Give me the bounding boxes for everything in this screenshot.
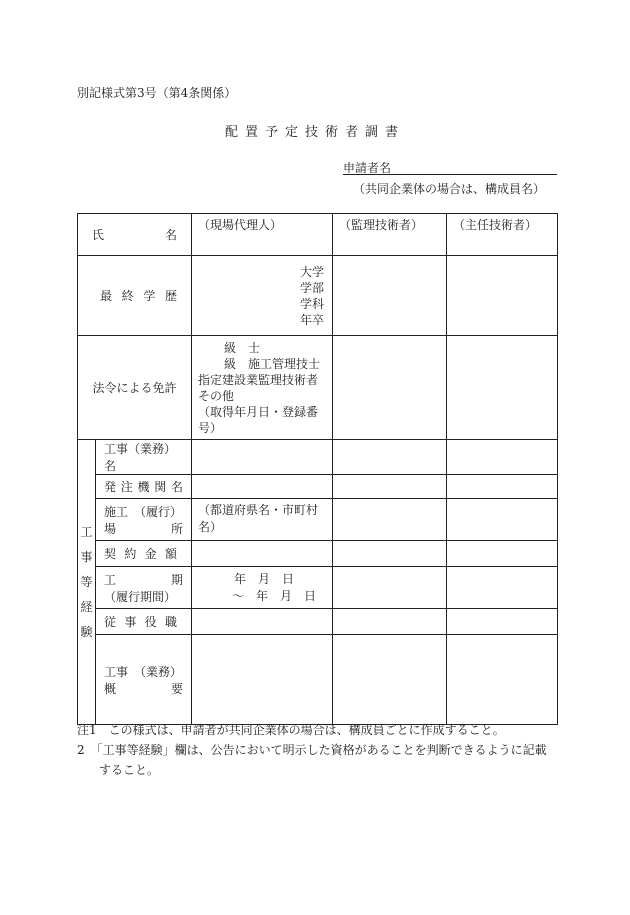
education-label-char: 歴 (164, 289, 177, 303)
summary-char: 要 (170, 681, 183, 696)
education-supervising[interactable] (333, 256, 447, 336)
degree-department: 学科 (299, 296, 324, 311)
experience-char: 経 (80, 599, 93, 614)
col-chief-engineer[interactable]: （主任技術者） (447, 214, 558, 256)
period-label (96, 567, 192, 609)
client-label (96, 475, 192, 499)
location-site-agent[interactable]: （都道府県名・市町村名） (192, 499, 333, 541)
license-row (78, 336, 558, 440)
client-row (78, 475, 558, 499)
client-char: 注 (120, 480, 133, 494)
name-row (78, 214, 558, 256)
summary-char: 概 (104, 681, 117, 696)
position-row (78, 609, 558, 635)
applicant-note: （共同企業体の場合は、構成員名） (353, 182, 546, 196)
contract-char: 契 (104, 547, 117, 561)
assignment-table (77, 213, 558, 725)
education-row (78, 256, 558, 336)
location-row (78, 499, 558, 541)
contract-label (96, 541, 192, 567)
summary-chief[interactable] (447, 635, 558, 725)
education-label-char: 最 (100, 289, 113, 303)
position-char: 従 (104, 615, 117, 629)
experience-char: 等 (80, 574, 93, 589)
applicant-name-label: 申請者名 (343, 161, 392, 175)
location-char: 場 (104, 521, 117, 536)
position-char: 役 (144, 615, 157, 629)
education-label-char: 学 (143, 289, 156, 303)
license-chief[interactable] (447, 336, 558, 440)
col-supervising-engineer[interactable]: （監理技術者） (333, 214, 447, 256)
name-label-1: 氏 (92, 228, 105, 242)
position-chief[interactable] (447, 609, 558, 635)
license-line-other: その他 (198, 388, 235, 403)
license-line-grade: 級 士 (224, 340, 261, 355)
period-site-agent[interactable] (192, 567, 333, 609)
location-supervising[interactable] (333, 499, 447, 541)
degree-faculty: 学部 (299, 280, 324, 295)
period-label-line2: （履行期間） (104, 589, 177, 604)
summary-supervising[interactable] (333, 635, 447, 725)
note-1: 注1 この様式は、申請者が共同企業体の場合は、構成員ごとに作成すること。 (77, 723, 505, 737)
client-supervising[interactable] (333, 475, 447, 499)
name-label-2: 名 (164, 228, 177, 242)
contract-char: 額 (164, 547, 177, 561)
project-name-label: 工事（業務）名 (96, 440, 192, 475)
degree-university: 大学 (299, 264, 324, 279)
summary-site-agent[interactable] (192, 635, 333, 725)
period-dates-start: 年 月 日 (234, 571, 295, 586)
experience-group-label (78, 440, 96, 725)
client-char: 発 (104, 480, 117, 494)
education-label-cell (78, 256, 192, 336)
summary-label-line1: 工事 （業務） (104, 664, 183, 679)
position-site-agent[interactable] (192, 609, 333, 635)
experience-char: 事 (80, 549, 93, 564)
client-site-agent[interactable] (192, 475, 333, 499)
note-2-continued: すること。 (99, 763, 160, 777)
project-name-chief[interactable] (447, 440, 558, 475)
location-char: 所 (170, 521, 183, 536)
license-line-manager: 級 施工管理技士 (224, 356, 321, 371)
contract-row (78, 541, 558, 567)
project-name-row (78, 440, 558, 475)
summary-row (78, 635, 558, 725)
applicant-name-line[interactable] (343, 174, 557, 175)
license-line-designated: 指定建設業監理技術者 (198, 372, 319, 387)
col-site-agent[interactable]: （現場代理人） (192, 214, 333, 256)
education-site-agent[interactable] (192, 256, 333, 336)
position-char: 事 (124, 615, 137, 629)
period-char: 期 (170, 572, 183, 587)
position-char: 職 (164, 615, 177, 629)
location-label-line1: 施工 （履行） (104, 504, 183, 519)
contract-site-agent[interactable] (192, 541, 333, 567)
name-label-cell (78, 214, 192, 256)
license-supervising[interactable] (333, 336, 447, 440)
period-row (78, 567, 558, 609)
note-2: 2 「工事等経験」欄は、公告において明示した資格があることを判断できるように記載 (77, 743, 547, 757)
client-chief[interactable] (447, 475, 558, 499)
period-chief[interactable] (447, 567, 558, 609)
client-char: 機 (137, 480, 150, 494)
period-supervising[interactable] (333, 567, 447, 609)
license-site-agent[interactable] (192, 336, 333, 440)
location-label (96, 499, 192, 541)
client-char: 名 (170, 480, 183, 494)
license-label-cell: 法令による免許 (78, 336, 192, 440)
experience-char: 験 (80, 624, 93, 639)
license-line-date: （取得年月日・登録番号） (198, 404, 319, 435)
client-char: 関 (154, 480, 167, 494)
education-label-char: 終 (121, 289, 134, 303)
summary-label (96, 635, 192, 725)
location-chief[interactable] (447, 499, 558, 541)
contract-chief[interactable] (447, 541, 558, 567)
contract-char: 金 (144, 547, 157, 561)
period-dates-end: ～ 年 月 日 (232, 588, 317, 603)
position-label (96, 609, 192, 635)
project-name-supervising[interactable] (333, 440, 447, 475)
document-title: 配置予定技術者調書 (224, 125, 405, 140)
form-reference: 別記様式第3号（第4条関係） (77, 86, 237, 100)
contract-char: 約 (124, 547, 137, 561)
period-char: 工 (104, 572, 117, 587)
degree-graduation-year: 年卒 (299, 312, 324, 327)
project-name-site-agent[interactable] (192, 440, 333, 475)
education-chief[interactable] (447, 256, 558, 336)
position-supervising[interactable] (333, 609, 447, 635)
contract-supervising[interactable] (333, 541, 447, 567)
experience-char: 工 (80, 524, 93, 539)
